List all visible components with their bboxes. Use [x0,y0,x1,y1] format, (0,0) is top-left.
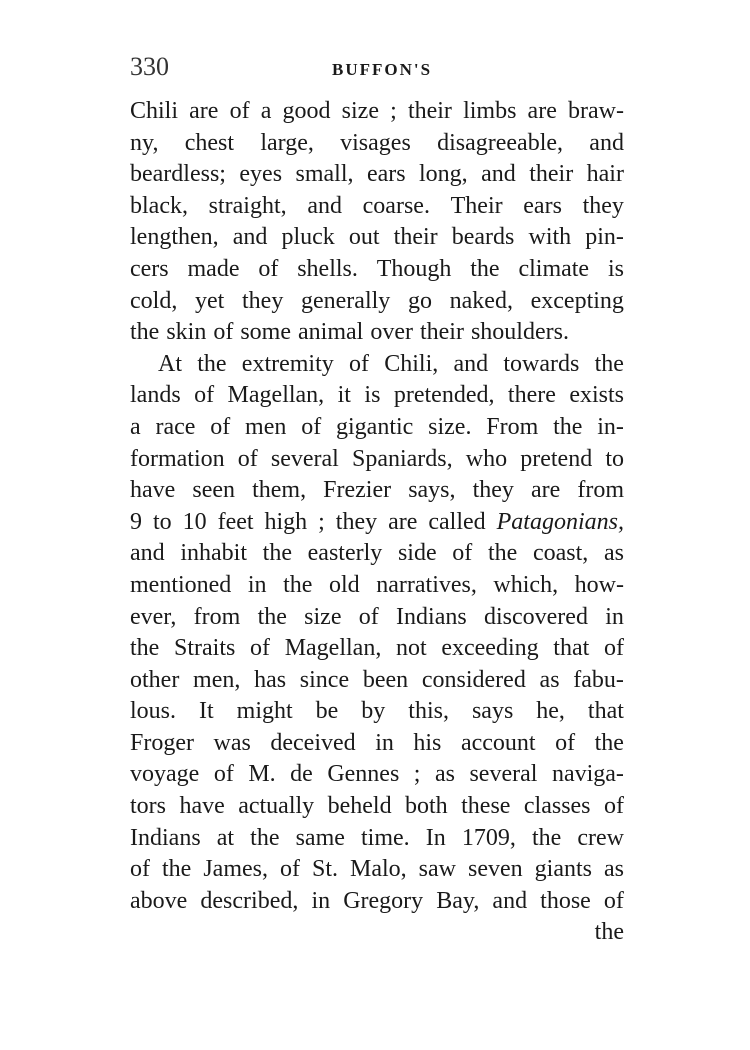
text-line: above described, in Gregory Bay, and those of [130,887,624,914]
text-line: the Straits of Magellan, not exceeding that of [130,635,624,662]
text-line: 9 to 10 feet high ; they are called Patagonians, [130,508,624,535]
running-head: BUFFON'S [332,60,433,79]
text-line: other men, has since been considered as fabu- [130,666,624,693]
text-line: have seen them, Frezier says, they are from [130,477,624,504]
catchword-line [130,917,624,949]
page-number: 330 [130,52,169,81]
text-line: Chili are of a good size ; their limbs are braw- [130,98,624,124]
text-line: ever, from the size of Indians discovered in [130,603,624,630]
text-line: and inhabit the easterly side of the coast, as [130,540,624,567]
text-line: a race of men of gigantic size. From the in- [130,413,624,440]
text-line: lands of Magellan, it is pretended, there exists [130,382,624,409]
text-line: cold, yet they generally go naked, excepting [130,287,624,314]
text-line: Froger was deceived in his account of the [130,729,624,756]
text-line: voyage of M. de Gennes ; as several naviga- [130,761,624,788]
text-line: tors have actually beheld both these classes of [130,793,624,820]
text-line: lous. It might be by this, says he, that [130,698,624,725]
text-line: of the James, of St. Malo, saw seven giants as [130,856,624,883]
page-header [130,52,624,92]
text-line: cers made of shells. Though the climate is [130,255,624,282]
text-line: formation of several Spaniards, who pretend to [130,445,624,472]
text-line: the skin of some animal over their shoulders. [130,319,569,346]
text-line: ny, chest large, visages disagreeable, and [130,129,624,156]
text-line: Indians at the same time. In 1709, the crew [130,824,624,851]
text-line: At the extremity of Chili, and towards the [158,350,624,377]
catchword: the [594,919,624,946]
text-line: black, straight, and coarse. Their ears they [130,192,624,219]
text-line: mentioned in the old narratives, which, how- [130,571,624,598]
text-line: lengthen, and pluck out their beards with pin- [130,224,624,251]
body-text [130,96,624,949]
text-line: beardless; eyes small, ears long, and their hair [130,161,624,188]
